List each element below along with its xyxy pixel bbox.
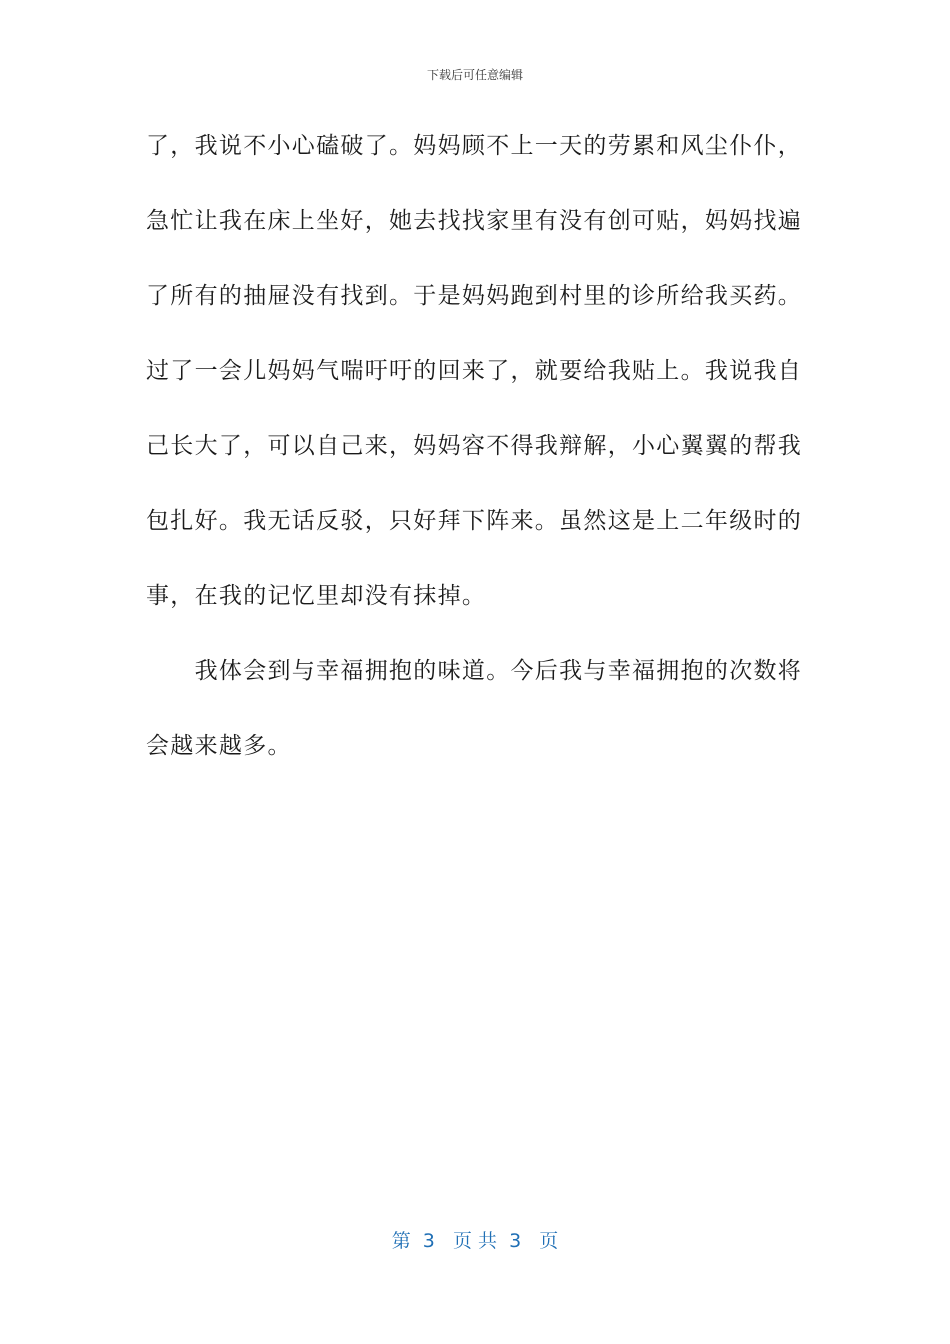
text-line: 急忙让我在床上坐好，她去找找家里有没有创可贴，妈妈找遍	[146, 208, 803, 234]
page-header: 下载后可任意编辑	[426, 68, 523, 82]
text-line: 了所有的抽屉没有找到。于是妈妈跑到村里的诊所给我买药。	[146, 283, 803, 309]
document-body	[146, 124, 803, 799]
text-line: 会越来越多。	[146, 733, 292, 759]
text-line: 了，我说不小心磕破了。妈妈顾不上一天的劳累和风尘仆仆，	[146, 133, 803, 159]
page-footer: 第 3 页 共 3 页	[391, 1230, 559, 1252]
text-line: 我体会到与幸福拥抱的味道。今后我与幸福拥抱的次数将	[146, 658, 803, 684]
text-line: 过了一会儿妈妈气喘吁吁的回来了，就要给我贴上。我说我自	[146, 358, 803, 384]
text-line: 己长大了，可以自己来，妈妈容不得我辩解，小心翼翼的帮我	[146, 433, 803, 459]
text-line: 包扎好。我无话反驳，只好拜下阵来。虽然这是上二年级时的	[146, 508, 803, 534]
text-line: 事，在我的记忆里却没有抹掉。	[146, 583, 487, 609]
